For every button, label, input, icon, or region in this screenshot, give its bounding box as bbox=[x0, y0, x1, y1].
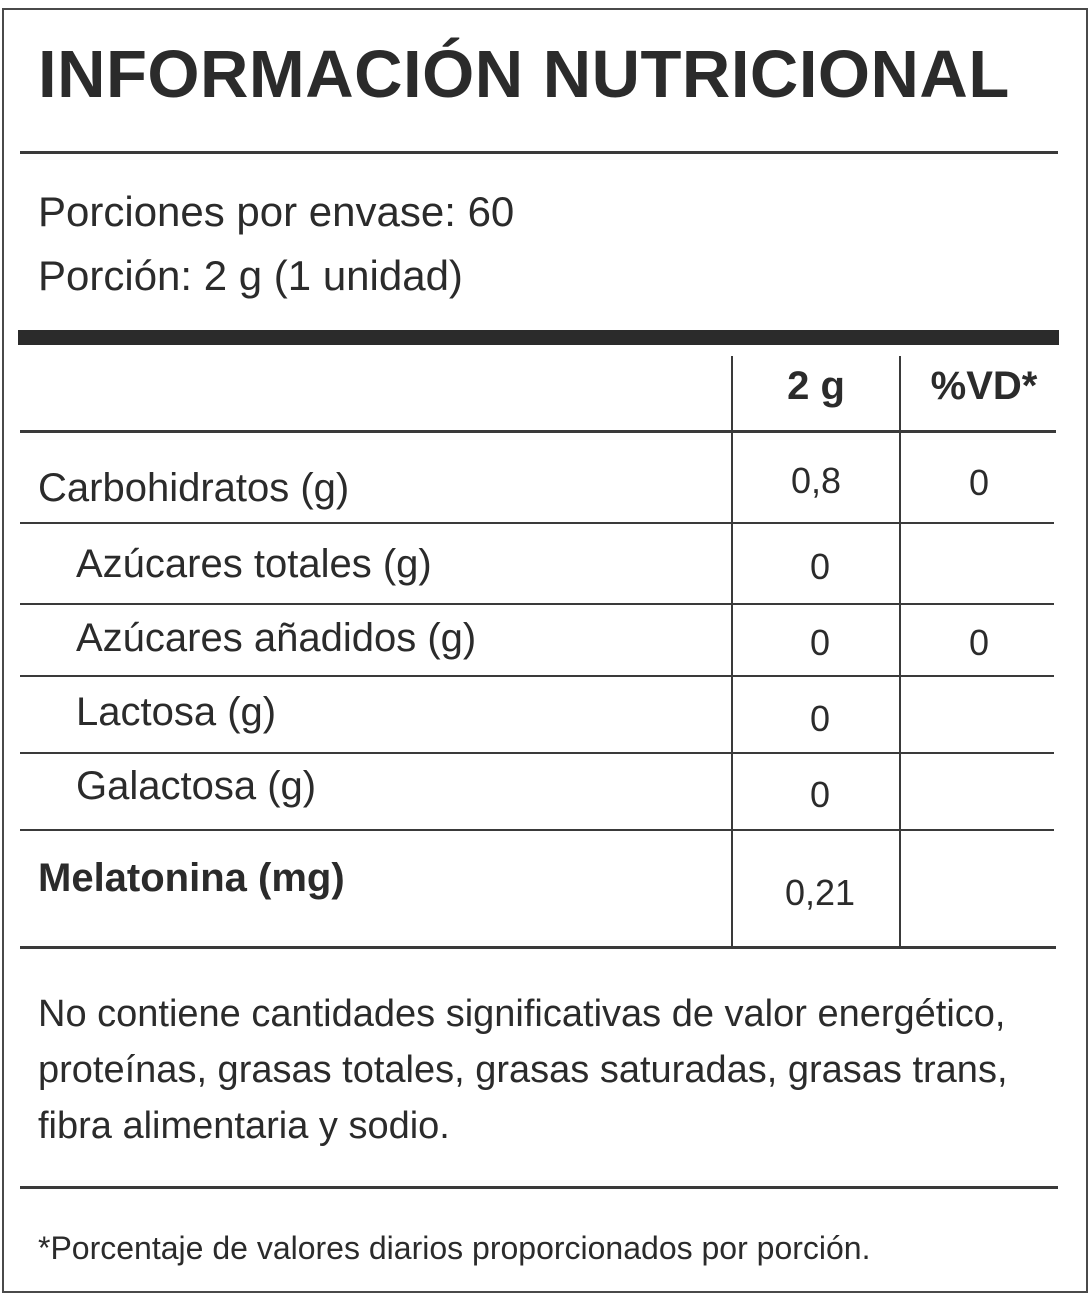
row-divider bbox=[20, 603, 1054, 605]
row-dv-carbohydrates: 0 bbox=[968, 462, 990, 503]
servings-per-container: Porciones por envase: 60 bbox=[38, 188, 515, 235]
daily-value-footnote: *Porcentaje de valores diarios proporcionados por porción. bbox=[38, 1230, 871, 1266]
row-divider bbox=[20, 430, 1056, 433]
row-divider bbox=[20, 752, 1054, 754]
row-label-added-sugars: Azúcares añadidos (g) bbox=[76, 616, 477, 660]
row-label-total-sugars: Azúcares totales (g) bbox=[76, 542, 432, 586]
row-label-lactose: Lactosa (g) bbox=[76, 690, 277, 734]
row-amount-added-sugars: 0 bbox=[809, 622, 831, 663]
row-amount-lactose: 0 bbox=[809, 698, 831, 739]
row-amount-carbohydrates: 0,8 bbox=[790, 460, 842, 501]
header-amount: 2 g bbox=[787, 364, 845, 408]
header-daily-value: %VD* bbox=[930, 364, 1038, 408]
row-divider bbox=[20, 829, 1054, 831]
row-label-melatonin: Melatonina (mg) bbox=[38, 856, 345, 900]
row-divider bbox=[20, 675, 1054, 677]
row-label-carbohydrates: Carbohidratos (g) bbox=[38, 466, 350, 510]
row-divider bbox=[20, 946, 1056, 949]
row-amount-melatonin: 0,21 bbox=[784, 872, 856, 913]
label-title: INFORMACIÓN NUTRICIONAL bbox=[38, 37, 1010, 112]
row-dv-added-sugars: 0 bbox=[968, 622, 990, 663]
divider-thin-top bbox=[20, 151, 1058, 154]
not-significant-note: No contiene cantidades significativas de valor energético, proteínas, grasas totales, grasas saturadas, grasas trans, fibra alimentaria y sodio. bbox=[38, 993, 1008, 1147]
row-divider bbox=[20, 522, 1054, 524]
serving-size: Porción: 2 g (1 unidad) bbox=[38, 252, 463, 299]
row-amount-galactose: 0 bbox=[809, 774, 831, 815]
divider-thick bbox=[18, 330, 1059, 345]
row-label-galactose: Galactosa (g) bbox=[76, 764, 317, 808]
row-amount-total-sugars: 0 bbox=[809, 546, 831, 587]
divider-thin-bottom bbox=[20, 1186, 1058, 1189]
